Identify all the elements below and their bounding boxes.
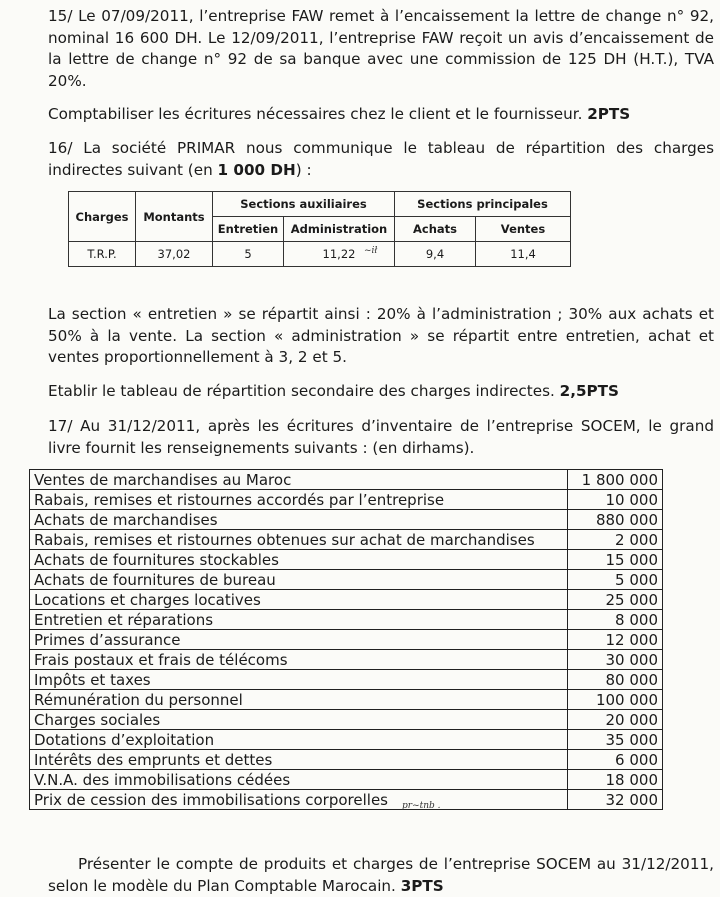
- ledger-amount: 30 000: [568, 650, 663, 670]
- exercise-16-text: 16/ La société PRIMAR nous communique le tableau de répartition des charges indirectes suivant (en 1 000 DH) :: [48, 139, 714, 179]
- table-row: [30, 690, 663, 710]
- table-row: [30, 730, 663, 750]
- handwritten-mark: pr~tnb .: [402, 801, 441, 811]
- table-row: [30, 470, 663, 490]
- ledger-amount: 12 000: [568, 630, 663, 650]
- ledger-amount: 25 000: [568, 590, 663, 610]
- table-row: [30, 710, 663, 730]
- table-row: [30, 490, 663, 510]
- table-row: [30, 550, 663, 570]
- ledger-amount: 880 000: [568, 510, 663, 530]
- cell-ventes: 11,4: [476, 242, 571, 267]
- cell-administration: 11,22 ~ił: [284, 242, 395, 267]
- table-row: [30, 790, 663, 810]
- ledger-amount: 5 000: [568, 570, 663, 590]
- table-row: [30, 630, 663, 650]
- ledger-amount: 15 000: [568, 550, 663, 570]
- ledger-label: V.N.A. des immobilisations cédées: [30, 770, 568, 790]
- ledger-amount: 1 800 000: [568, 470, 663, 490]
- table-row: [30, 510, 663, 530]
- handwritten-mark: ~ił: [364, 246, 378, 256]
- cell-montant: 37,02: [136, 242, 213, 267]
- ledger-label: Entretien et réparations: [30, 610, 568, 630]
- ledger-table: [29, 469, 663, 810]
- ledger-label: Rabais, remises et ristournes obtenues sur achat de marchandises: [30, 530, 568, 550]
- ledger-amount: 20 000: [568, 710, 663, 730]
- exercise-15-text: 15/ Le 07/09/2011, l’entreprise FAW remet à l’encaissement la lettre de change n° 92, nominal 16 600 DH. Le 12/09/2011, l’entreprise FAW reçoit un avis d’encaissement de la lettre de change n° 92 de sa banque avec une commission de 125 DH (H.T.), TVA 20%.: [48, 7, 714, 90]
- ledger-label: Achats de marchandises: [30, 510, 568, 530]
- ledger-amount: 18 000: [568, 770, 663, 790]
- table-row: [30, 770, 663, 790]
- ledger-label: Achats de fournitures de bureau: [30, 570, 568, 590]
- ledger-label: Ventes de marchandises au Maroc: [30, 470, 568, 490]
- header-administration: Administration: [284, 217, 395, 242]
- header-achats: Achats: [395, 217, 476, 242]
- ledger-amount: 100 000: [568, 690, 663, 710]
- ledger-amount: 10 000: [568, 490, 663, 510]
- exercise-16-section-text: La section « entretien » se répartit ainsi : 20% à l’administration ; 30% aux achats et 50% à la vente. La section « administration » se répartit entre entretien, achat et ventes proportionnellement à 3, 2 et 5.: [48, 305, 714, 366]
- ledger-label: Intérêts des emprunts et dettes: [30, 750, 568, 770]
- table-row: [30, 650, 663, 670]
- table-row: [30, 590, 663, 610]
- ledger-label: Achats de fournitures stockables: [30, 550, 568, 570]
- cell-label: T.R.P.: [69, 242, 136, 267]
- ledger-amount: 2 000: [568, 530, 663, 550]
- header-ventes: Ventes: [476, 217, 571, 242]
- header-charges: Charges: [69, 192, 136, 242]
- ledger-label: Dotations d’exploitation: [30, 730, 568, 750]
- points-label: 3PTS: [400, 876, 444, 895]
- ledger-amount: 35 000: [568, 730, 663, 750]
- header-entretien: Entretien: [213, 217, 284, 242]
- ledger-amount: 80 000: [568, 670, 663, 690]
- header-sections-principales: Sections principales: [395, 192, 571, 217]
- ledger-label: Locations et charges locatives: [30, 590, 568, 610]
- header-montants: Montants: [136, 192, 213, 242]
- cell-achats: 9,4: [395, 242, 476, 267]
- exercise-17-text: 17/ Au 31/12/2011, après les écritures d’inventaire de l’entreprise SOCEM, le grand livre fournit les renseignements suivants : (en dirhams).: [48, 417, 714, 457]
- table-row: [69, 242, 571, 267]
- ledger-label: Frais postaux et frais de télécoms: [30, 650, 568, 670]
- ledger-label: Rabais, remises et ristournes accordés par l’entreprise: [30, 490, 568, 510]
- points-label: 2PTS: [587, 105, 631, 123]
- table-row: [30, 670, 663, 690]
- ledger-amount: 32 000: [568, 790, 663, 810]
- exercise-16-instruction: Etablir le tableau de répartition secondaire des charges indirectes. 2,5PTS: [48, 382, 619, 400]
- table-row: [30, 610, 663, 630]
- charges-distribution-table: [68, 191, 571, 267]
- exercise-15-instruction: Comptabiliser les écritures nécessaires chez le client et le fournisseur. 2PTS: [48, 105, 631, 123]
- ledger-label: Impôts et taxes: [30, 670, 568, 690]
- ledger-amount: 6 000: [568, 750, 663, 770]
- points-label: 2,5PTS: [559, 382, 619, 400]
- exercise-17-instruction: Présenter le compte de produits et charges de l’entreprise SOCEM au 31/12/2011, selon le modèle du Plan Comptable Marocain. 3PTS: [48, 855, 714, 895]
- ledger-amount: 8 000: [568, 610, 663, 630]
- ledger-label: Prix de cession des immobilisations corporelles: [30, 790, 568, 810]
- ledger-label: Primes d’assurance: [30, 630, 568, 650]
- table-row: [30, 570, 663, 590]
- table-row: [30, 750, 663, 770]
- ledger-label: Charges sociales: [30, 710, 568, 730]
- header-sections-auxiliaires: Sections auxiliaires: [213, 192, 395, 217]
- ledger-label: Rémunération du personnel: [30, 690, 568, 710]
- table-row: [30, 530, 663, 550]
- cell-entretien: 5: [213, 242, 284, 267]
